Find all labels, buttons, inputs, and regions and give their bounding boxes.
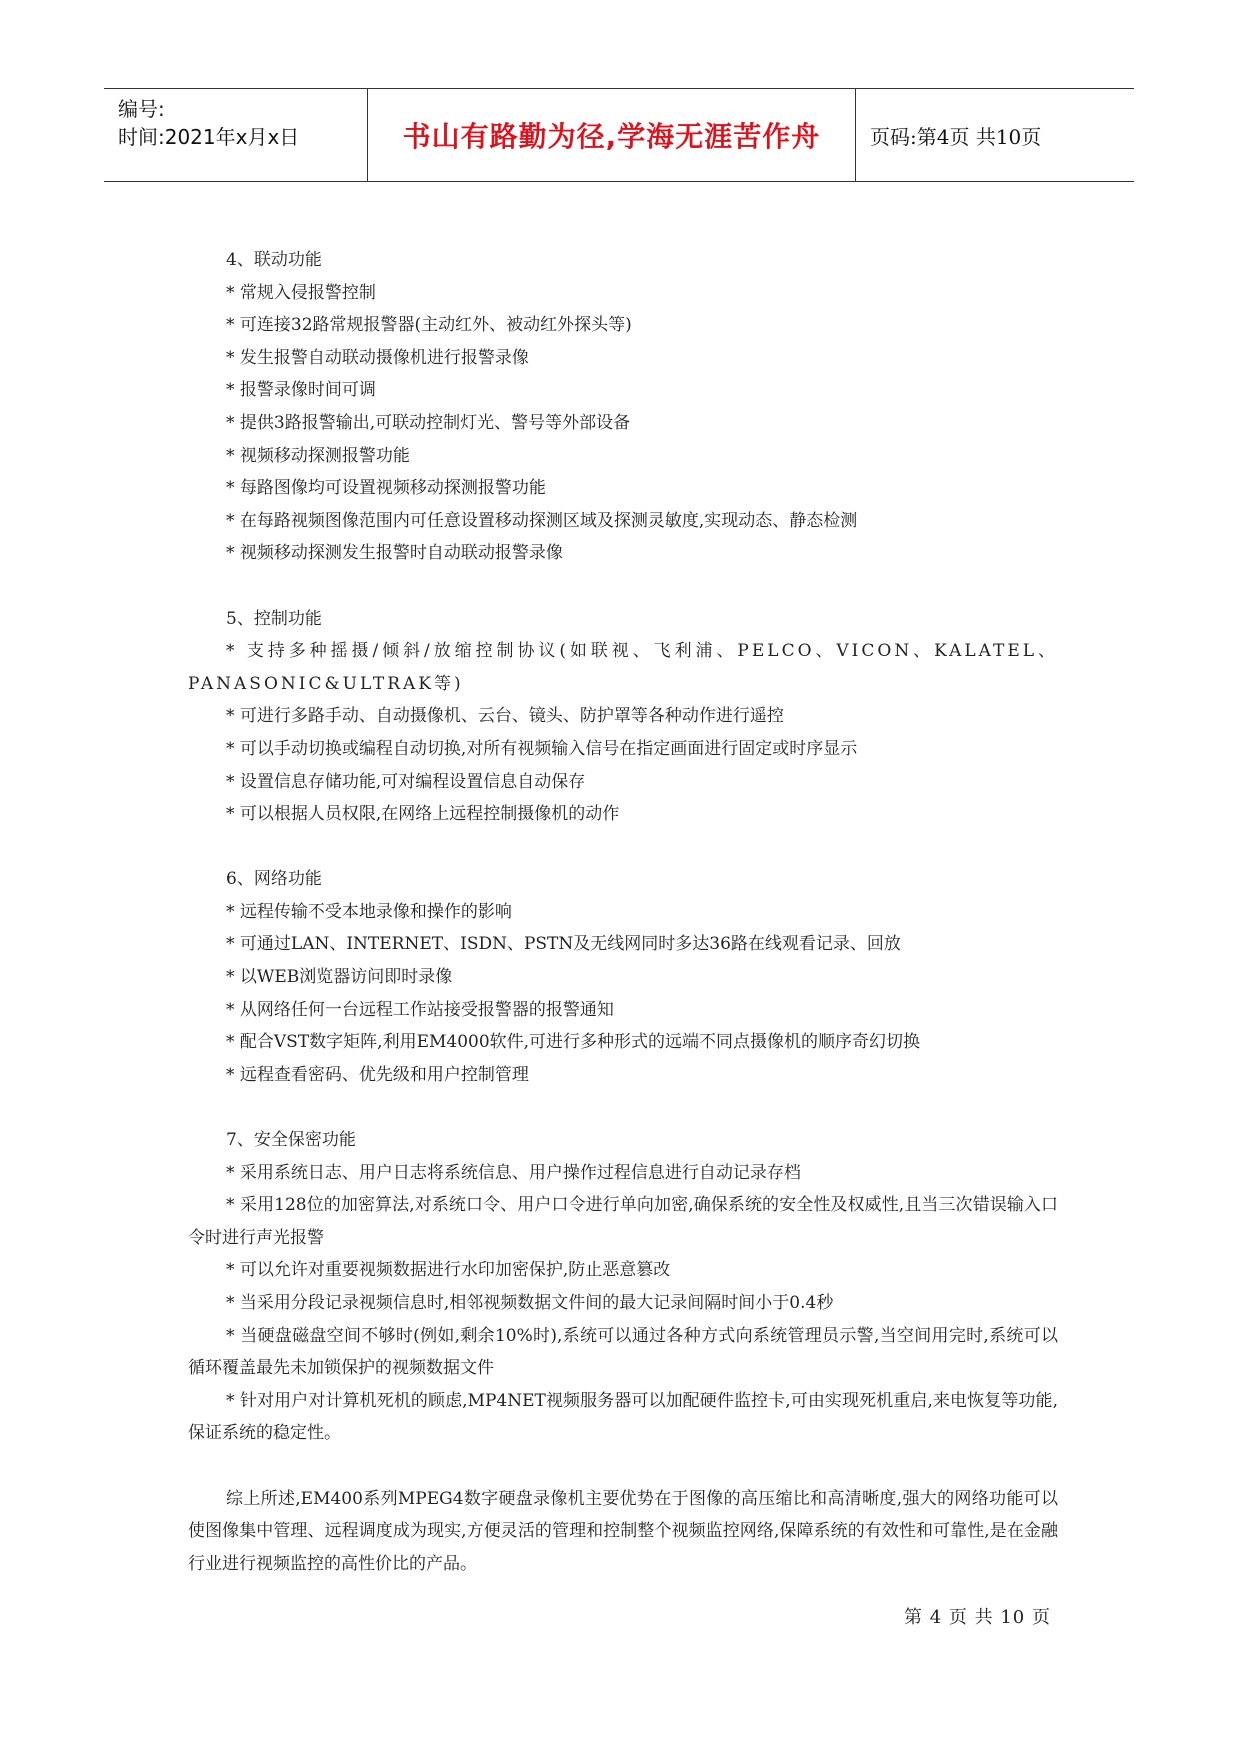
list-item: * 支持多种摇摄/倾斜/放缩控制协议(如联视、飞利浦、PELCO、VICON、KALATEL、PANASONIC&ULTRAK等): [188, 641, 1058, 694]
list-item: * 可以根据人员权限,在网络上远程控制摄像机的动作: [226, 804, 620, 825]
section-heading: 7、安全保密功能: [226, 1130, 356, 1151]
header-page-info: [856, 89, 1134, 181]
list-item: * 可以允许对重要视频数据进行水印加密保护,防止恶意篡改: [226, 1260, 671, 1281]
list-item: * 常规入侵报警控制: [226, 282, 376, 303]
list-item: * 针对用户对计算机死机的顾虑,MP4NET视频服务器可以加配硬件监控卡,可由实现死机重启,来电恢复等功能,保证系统的稳定性。: [188, 1390, 1058, 1444]
list-item: * 以WEB浏览器访问即时录像: [226, 967, 453, 988]
list-item: * 在每路视频图像范围内可任意设置移动探测区域及探测灵敏度,实现动态、静态检测: [226, 510, 858, 531]
list-item: * 可进行多路手动、自动摄像机、云台、镜头、防护罩等各种动作进行遥控: [226, 706, 784, 727]
serial-label: 编号:: [118, 97, 165, 121]
section-security: [188, 1124, 1058, 1450]
list-item: * 远程查看密码、优先级和用户控制管理: [226, 1064, 529, 1085]
header-meta: [104, 89, 368, 181]
list-item: * 采用128位的加密算法,对系统口令、用户口令进行单向加密,确保系统的安全性及权威性,且当三次错误输入口令时进行声光报警: [188, 1195, 1058, 1248]
list-item: * 每路图像均可设置视频移动探测报警功能: [226, 478, 546, 499]
list-item: * 视频移动探测报警功能: [226, 445, 410, 466]
list-item: * 当硬盘磁盘空间不够时(例如,剩余10%时),系统可以通过各种方式向系统管理员示警,当空间用完时,系统可以循环覆盖最先未加锁保护的视频数据文件: [188, 1325, 1058, 1379]
list-item: * 提供3路报警输出,可联动控制灯光、警号等外部设备: [226, 412, 631, 433]
summary-paragraph: 综上所述,EM400系列MPEG4数字硬盘录像机主要优势在于图像的高压缩比和高清晰度,强大的网络功能可以使图像集中管理、远程调度成为现实,方便灵活的管理和控制整个视频监控网络,保障系统的有效性和可靠性,是在金融行业进行视频监控的高性价比的产品。: [188, 1488, 1058, 1574]
list-item: * 可连接32路常规报警器(主动红外、被动红外探头等): [226, 315, 632, 336]
list-item: * 视频移动探测发生报警时自动联动报警录像: [226, 543, 563, 564]
list-item: * 采用系统日志、用户日志将系统信息、用户操作过程信息进行自动记录存档: [226, 1162, 801, 1183]
list-item: * 可通过LAN、INTERNET、ISDN、PSTN及无线网同时多达36路在线观看记录、回放: [226, 934, 901, 955]
section-heading: 4、联动功能: [226, 250, 322, 270]
list-item: * 可以手动切换或编程自动切换,对所有视频输入信号在指定画面进行固定或时序显示: [226, 738, 858, 759]
section-heading: 5、控制功能: [226, 608, 322, 629]
list-item: * 发生报警自动联动摄像机进行报警录像: [226, 347, 529, 368]
section-heading: 6、网络功能: [226, 869, 322, 890]
header-motto-cell: [368, 89, 856, 181]
page-header: [104, 88, 1134, 182]
list-item: * 从网络任何一台远程工作站接受报警器的报警通知: [226, 999, 614, 1020]
list-item: * 报警录像时间可调: [226, 380, 376, 401]
page-info: 页码:第4页 共10页: [870, 124, 1042, 149]
time-label: 时间:2021年x月x日: [118, 125, 300, 149]
section-network: [188, 863, 1058, 1091]
list-item: * 设置信息存储功能,可对编程设置信息自动保存: [226, 771, 586, 792]
motto: 书山有路勤为径,学海无涯苦作舟: [402, 120, 821, 153]
list-item: * 当采用分段记录视频信息时,相邻视频数据文件间的最大记录间隔时间小于0.4秒: [226, 1293, 834, 1313]
document-body: [188, 244, 1058, 1580]
list-item: * 配合VST数字矩阵,利用EM4000软件,可进行多种形式的远端不同点摄像机的顺序奇幻切换: [226, 1032, 921, 1053]
section-linkage: [188, 244, 1058, 570]
list-item: * 远程传输不受本地录像和操作的影响: [226, 901, 512, 922]
page-footer: 第 4 页 共 10 页: [904, 1607, 1051, 1628]
section-control: [188, 603, 1058, 831]
